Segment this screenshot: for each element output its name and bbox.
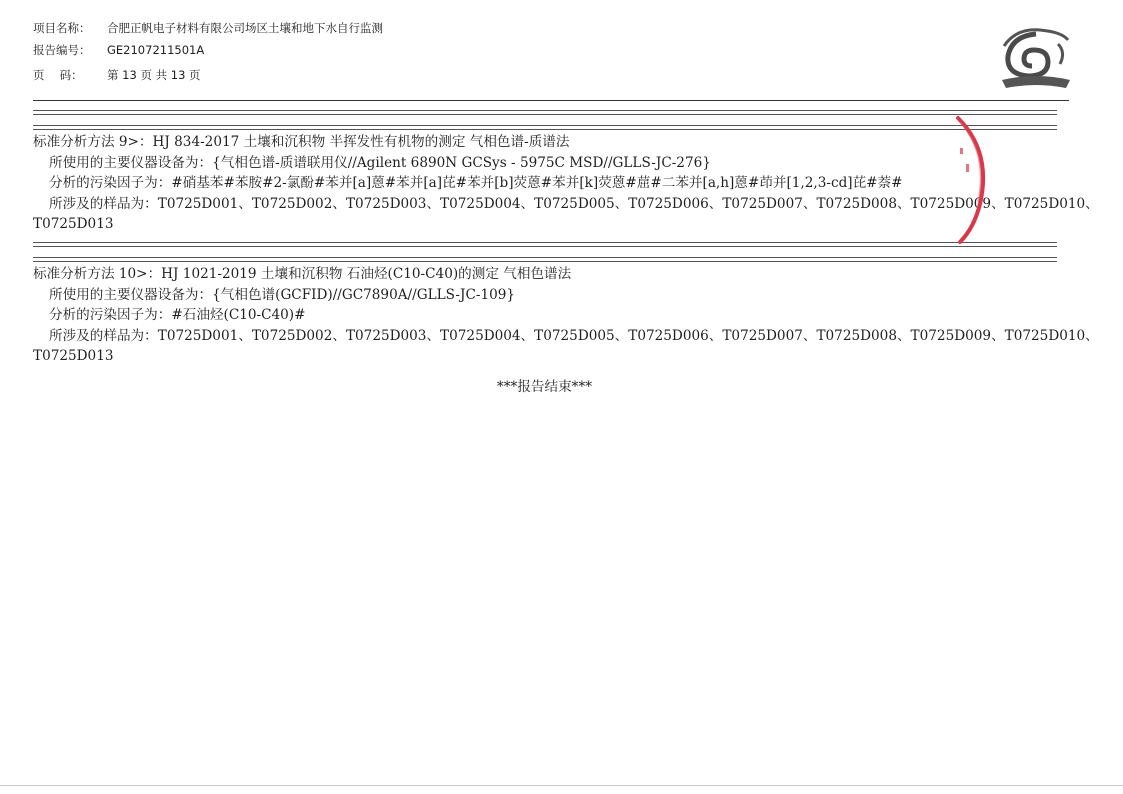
report-end-marker: ***报告结束***: [496, 379, 593, 395]
report-number-value: GE2107211501A: [107, 43, 205, 57]
scan-edge-line: [0, 785, 1123, 786]
project-name-label: 项目名称：: [33, 21, 91, 35]
separator-3: [33, 242, 1057, 247]
report-number-label: 报告编号：: [33, 43, 91, 57]
seal-stamp-icon: [930, 112, 1000, 247]
separator-2: [33, 125, 1057, 130]
method-9-block: [33, 132, 1099, 235]
page-number-value: 第 13 页 共 13 页: [107, 68, 201, 82]
company-logo-icon: [996, 22, 1074, 94]
page-number-row: [33, 67, 201, 83]
separator-4: [33, 257, 1057, 262]
method-9-title: 标准分析方法 9>：HJ 834-2017 土壤和沉积物 半挥发性有机物的测定 气相色谱-质谱法: [33, 134, 570, 150]
separator-1: [33, 110, 1057, 115]
method-10-title: 标准分析方法 10>：HJ 1021-2019 土壤和沉积物 石油烃(C10-C40)的测定 气相色谱法: [33, 266, 572, 282]
project-name-value: 合肥正帆电子材料有限公司场区土壤和地下水自行监测: [107, 21, 383, 35]
method-10-block: [33, 264, 1099, 367]
method-9-instrument: 所使用的主要仪器设备为：{气相色谱-质谱联用仪//Agilent 6890N GCSys - 5975C MSD//GLLS-JC-276}: [49, 154, 711, 171]
method-10-samples: 所涉及的样品为：T0725D001、T0725D002、T0725D003、T0725D004、T0725D005、T0725D006、T0725D007、T0725D008、T0725D009、T0725D010、: [49, 327, 1099, 344]
method-9-samples-cont: T0725D013: [33, 216, 114, 232]
method-9-samples: 所涉及的样品为：T0725D001、T0725D002、T0725D003、T0725D004、T0725D005、T0725D006、T0725D007、T0725D008、T0725D009、T0725D010、: [49, 195, 1099, 212]
header-rule: [33, 100, 1069, 101]
page-number-label: 页 码：: [33, 68, 83, 82]
project-name-row: [33, 20, 383, 36]
method-10-samples-cont: T0725D013: [33, 348, 114, 364]
method-10-pollutants: 分析的污染因子为：#石油烃(C10-C40)#: [49, 307, 306, 323]
report-number-row: [33, 42, 204, 58]
method-9-pollutants: 分析的污染因子为：#硝基苯#苯胺#2-氯酚#苯并[a]蒽#苯并[a]芘#苯并[b]荧蒽#苯并[k]荧蒽#䓛#二苯并[a,h]蒽#茚并[1,2,3-cd]芘#萘#: [49, 175, 903, 191]
method-10-instrument: 所使用的主要仪器设备为：{气相色谱(GCFID)//GC7890A//GLLS-JC-109}: [49, 286, 516, 303]
